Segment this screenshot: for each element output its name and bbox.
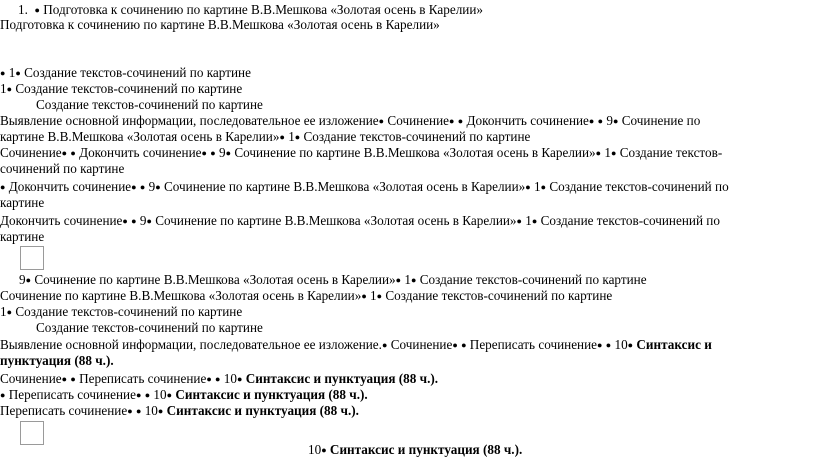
item-number: 1 <box>525 213 532 228</box>
item-number: 9 <box>148 179 156 194</box>
text-line <box>0 17 440 33</box>
bullet-icon: ● <box>15 68 21 78</box>
bullet-icon: ● <box>395 275 402 285</box>
text: Сочинение по картине В.В.Мешкова «Золотая осень в Карелии» <box>34 272 396 287</box>
text: Выявление основной информации, последовательное ее изложение <box>0 113 379 128</box>
bold-text: Синтаксис и пунктуация (88 ч.). <box>329 442 523 457</box>
bullet-icon: ● <box>294 132 301 142</box>
text-line <box>36 97 263 113</box>
bold-text: пунктуация (88 ч.). <box>0 353 114 368</box>
item-number: 9 <box>139 213 147 228</box>
item-number: 1 <box>0 304 7 319</box>
bullet-icon: ● <box>34 5 40 15</box>
bullet-icon: ● <box>612 116 619 126</box>
bullet-icon: ● <box>376 291 383 301</box>
text: Создание текстов-сочинений по картине <box>36 320 263 335</box>
bullet-icon: ● <box>595 148 602 158</box>
text: Создание текстов-сочинений по картине <box>303 129 531 144</box>
bullet-icon: ● <box>525 182 531 192</box>
item-number: 1 <box>404 272 411 287</box>
text: Сочинение по картине В.В.Мешкова «Золотая осень в Карелии» <box>0 288 362 303</box>
text: Создание текстов-сочинений по картине <box>15 304 243 319</box>
text-line <box>0 304 242 321</box>
bullet-icon: ● <box>452 340 458 350</box>
bullet-icon: ● <box>61 148 68 158</box>
text: Сочинение по картине В.В.Мешкова «Золотая осень в Карелии» <box>234 145 596 160</box>
text-line <box>0 179 729 196</box>
bullet-icon: ● <box>144 390 151 400</box>
text-line <box>0 229 44 245</box>
text: Подготовка к сочинению по картине В.В.Мешкова «Золотая осень в Карелии» <box>0 17 440 32</box>
text-line <box>0 288 612 305</box>
bullet-icon: ● <box>0 68 6 78</box>
item-number: 10 <box>144 403 158 418</box>
bold-text: Синтаксис и пунктуация (88 ч.). <box>166 403 359 418</box>
bullet-icon: ● <box>540 182 547 192</box>
text-line <box>0 161 124 177</box>
text: Докончить сочинение <box>466 113 589 128</box>
bullet-icon: ● <box>610 148 617 158</box>
text: Создание текстов-сочинений по картине <box>24 65 251 80</box>
item-number: 1 <box>288 129 295 144</box>
bullet-icon: ● <box>25 275 32 285</box>
item-number: 1 <box>8 65 16 80</box>
item-number: 10 <box>308 442 322 457</box>
heading-text: Подготовка к сочинению по картине В.В.Мешкова «Золотая осень в Карелии» <box>43 2 483 17</box>
text-line <box>0 65 251 82</box>
bullet-icon: ● <box>127 406 133 416</box>
bullet-icon: ● <box>131 216 137 226</box>
text-line <box>36 320 263 336</box>
bullet-icon: ● <box>449 116 455 126</box>
bullet-icon: ● <box>410 275 417 285</box>
bullet-icon: ● <box>605 340 612 350</box>
bullet-icon: ● <box>279 132 285 142</box>
item-number: 9 <box>606 113 613 128</box>
item-number: 10 <box>614 337 628 352</box>
text: Сочинение <box>387 113 450 128</box>
bullet-icon: ● <box>225 148 232 158</box>
bullet-icon: ● <box>157 406 164 416</box>
bullet-icon: ● <box>321 445 327 455</box>
text: Докончить сочинение <box>8 179 132 194</box>
bullet-icon: ● <box>122 216 128 226</box>
empty-frame <box>20 246 44 270</box>
text-line <box>19 272 647 289</box>
item-number: 1 <box>0 81 7 96</box>
item-number: 1 <box>370 288 377 303</box>
bullet-icon: ● <box>516 216 522 226</box>
bullet-icon: ● <box>457 116 464 126</box>
bullet-icon: ● <box>236 374 243 384</box>
bullet-icon: ● <box>627 340 634 350</box>
bullet-icon: ● <box>146 216 152 226</box>
text-line <box>0 353 114 369</box>
text: Сочинение <box>0 371 62 386</box>
bullet-icon: ● <box>378 116 385 126</box>
text: Переписать сочинение <box>469 337 598 352</box>
bold-text: Синтаксис и пунктуация (88 ч.). <box>245 371 439 386</box>
bullet-icon: ● <box>206 374 212 384</box>
bullet-icon: ● <box>0 390 6 400</box>
item-number: 9 <box>218 145 226 160</box>
bullet-icon: ● <box>597 340 603 350</box>
text-line <box>308 442 522 459</box>
text-line <box>0 387 368 404</box>
text-line <box>0 195 44 211</box>
text: Сочинение <box>0 145 62 160</box>
text-line <box>0 403 359 420</box>
bullet-icon: ● <box>6 84 13 94</box>
bullet-icon: ● <box>597 116 604 126</box>
bullet-icon: ● <box>361 291 367 301</box>
text: Создание текстов-сочинений по картине <box>419 272 647 287</box>
text: Создание текстов- <box>619 145 723 160</box>
text: Создание текстов-сочинений по <box>549 179 729 194</box>
text: Переписать сочинение <box>79 371 207 386</box>
item-number: 10 <box>223 371 237 386</box>
bullet-icon: ● <box>0 182 6 192</box>
text: Создание текстов-сочинений по картине <box>15 81 243 96</box>
bullet-icon: ● <box>166 390 173 400</box>
item-number: 1 <box>604 145 611 160</box>
bullet-icon: ● <box>381 340 388 350</box>
bullet-icon: ● <box>131 182 137 192</box>
text: картине В.В.Мешкова «Золотая осень в Карелии» <box>0 129 280 144</box>
text-line <box>0 337 712 354</box>
bold-text: Синтаксис и пунктуация (88 ч.). <box>175 387 368 402</box>
text: Сочинение по картине В.В.Мешкова «Золотая осень в Карелии» <box>163 179 526 194</box>
bold-text: Синтаксис и <box>636 337 712 352</box>
text: Сочинение <box>390 337 453 352</box>
empty-frame <box>20 421 44 445</box>
bullet-icon: ● <box>70 148 76 158</box>
text: Создание текстов-сочинений по картине <box>36 97 263 112</box>
bullet-icon: ● <box>135 406 142 416</box>
text: сочинений по картине <box>0 161 125 176</box>
bullet-icon: ● <box>135 390 142 400</box>
item-number: 9 <box>19 272 26 287</box>
bullet-icon: ● <box>210 148 216 158</box>
bullet-icon: ● <box>215 374 221 384</box>
bullet-icon: ● <box>139 182 146 192</box>
bullet-icon: ● <box>588 116 595 126</box>
text: Переписать сочинение <box>0 403 128 418</box>
text-line <box>0 81 242 98</box>
text: Сочинение по <box>621 113 701 128</box>
bullet-icon: ● <box>61 374 68 384</box>
bullet-icon: ● <box>531 216 538 226</box>
text: Докончить сочинение <box>0 213 123 228</box>
text: картине <box>0 229 45 244</box>
list-number: 1. <box>18 2 28 17</box>
bullet-icon: ● <box>155 182 161 192</box>
text: Докончить сочинение <box>79 145 202 160</box>
text-line <box>0 145 722 162</box>
item-number: 1 <box>534 179 541 194</box>
text: Выявление основной информации, последовательное ее изложение. <box>0 337 382 352</box>
bullet-icon: ● <box>70 374 76 384</box>
text-line <box>0 371 438 388</box>
text: Переписать сочинение <box>8 387 136 402</box>
bullet-icon: ● <box>6 307 13 317</box>
text: Создание текстов-сочинений по картине <box>385 288 613 303</box>
text: Сочинение по картине В.В.Мешкова «Золотая осень в Карелии» <box>155 213 517 228</box>
bullet-icon: ● <box>461 340 467 350</box>
text-line <box>0 213 720 230</box>
text-line <box>0 113 700 130</box>
text-line <box>0 129 530 146</box>
bullet-icon: ● <box>201 148 207 158</box>
item-number: 10 <box>153 387 167 402</box>
text: Создание текстов-сочинений по <box>540 213 720 228</box>
text: картине <box>0 195 45 210</box>
